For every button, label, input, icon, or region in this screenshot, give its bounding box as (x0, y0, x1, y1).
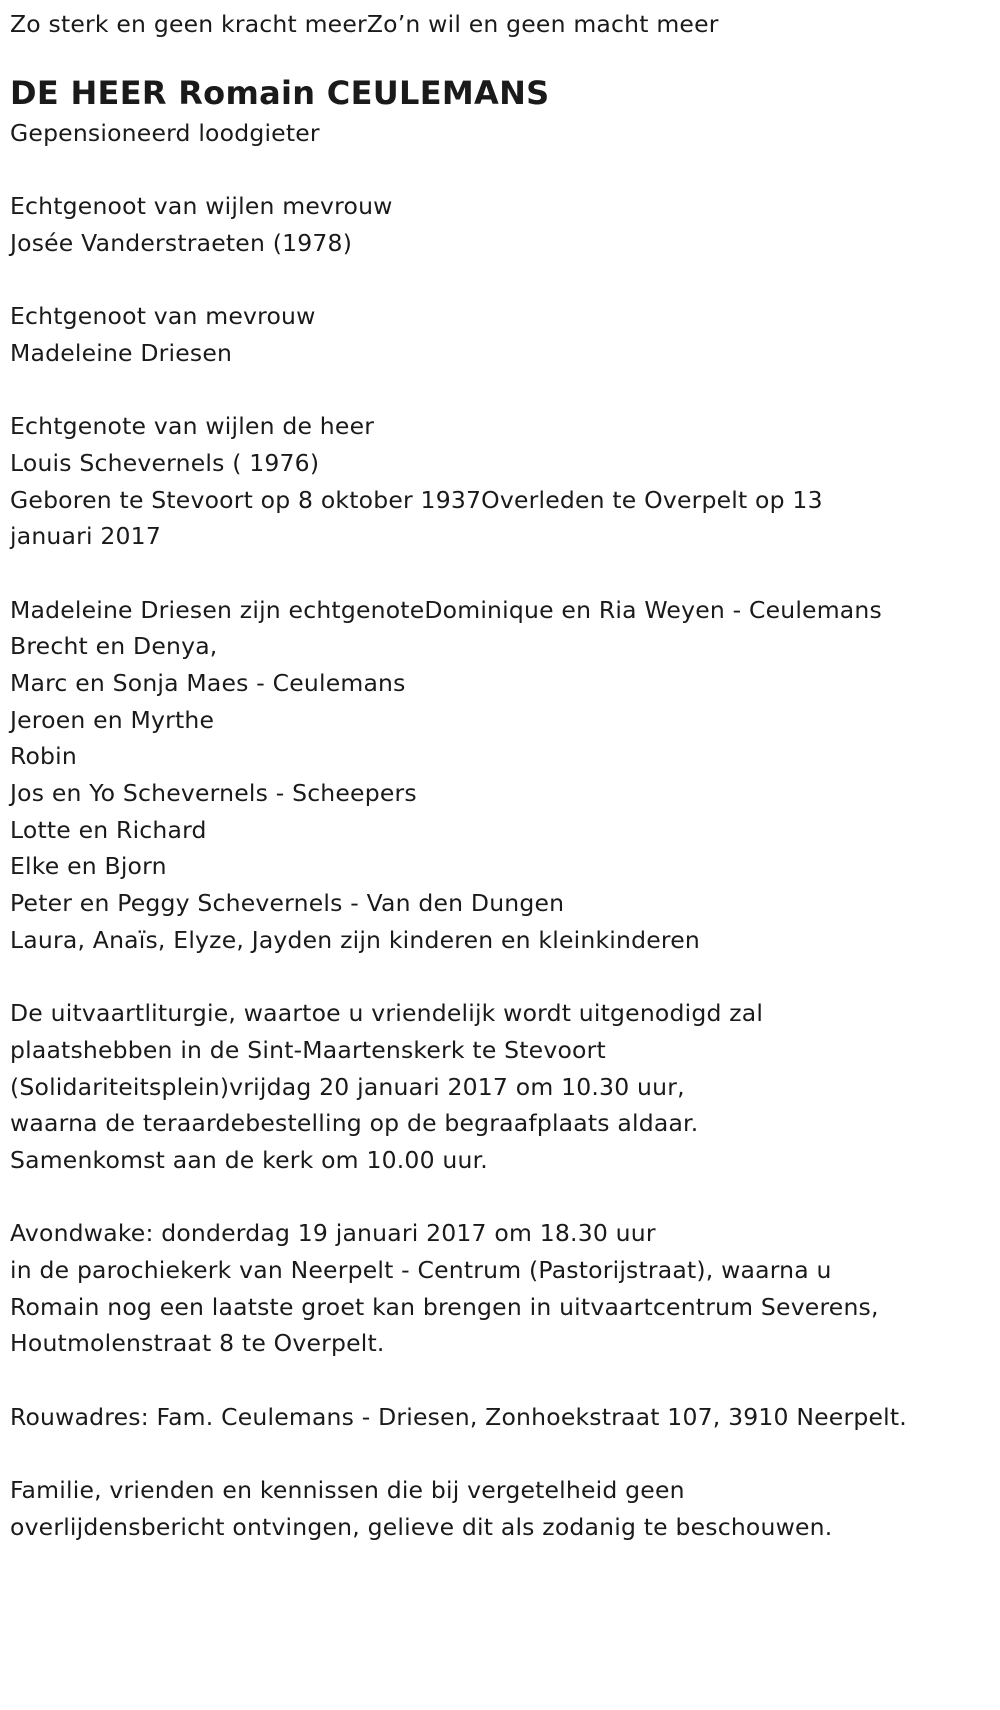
spouse1-line2: Josée Vanderstraeten (1978) (10, 228, 353, 257)
motto: Zo sterk en geen kracht meerZo’n wil en geen macht meer (10, 10, 719, 38)
family-line: Elke en Bjorn (10, 852, 167, 881)
spouse1-line1: Echtgenoot van wijlen mevrouw (10, 192, 393, 221)
family-line: Marc en Sonja Maes - Ceulemans (10, 669, 406, 697)
spouse3-line1: Echtgenote van wijlen de heer (10, 412, 375, 441)
wake-line: Avondwake: donderdag 19 januari 2017 om 18.30 uur (10, 1219, 656, 1248)
mourning-address: Rouwadres: Fam. Ceulemans - Driesen, Zonhoekstraat 107, 3910 Neerpelt. (10, 1402, 907, 1431)
funeral-line: Samenkomst aan de kerk om 10.00 uur. (10, 1145, 488, 1174)
spacer (10, 1362, 990, 1399)
profession: Gepensioneerd loodgieter (10, 118, 320, 147)
spacer (10, 555, 990, 592)
family-line: Jeroen en Myrthe (10, 705, 215, 734)
family-line: Laura, Anaïs, Elyze, Jayden zijn kinderen en kleinkinderen (10, 925, 700, 954)
family-line: Jos en Yo Schevernels - Scheepers (10, 779, 417, 808)
family-line: Madeleine Driesen zijn echtgenoteDominique en Ria Weyen - Ceulemans (10, 595, 882, 624)
funeral-line: plaatshebben in de Sint-Maartenskerk te Stevoort (10, 1035, 606, 1064)
spacer (10, 372, 990, 409)
spouse2-line2: Madeleine Driesen (10, 338, 233, 367)
spouse3-line2: Louis Schevernels ( 1976) (10, 448, 320, 477)
closing-line: overlijdensbericht ontvingen, gelieve dit als zodanig te beschouwen. (10, 1512, 833, 1541)
spacer (10, 151, 990, 188)
wake-line: Houtmolenstraat 8 te Overpelt. (10, 1329, 385, 1358)
birth-death-line: Geboren te Stevoort op 8 oktober 1937Overleden te Overpelt op 13 (10, 485, 823, 514)
spacer (10, 1179, 990, 1216)
family-line: Brecht en Denya, (10, 632, 218, 661)
family-line: Peter en Peggy Schevernels - Van den Dungen (10, 889, 565, 918)
spacer (10, 1435, 990, 1472)
wake-line: Romain nog een laatste groet kan brengen in uitvaartcentrum Severens, (10, 1292, 879, 1321)
wake-line: in de parochiekerk van Neerpelt - Centrum (Pastorijstraat), waarna u (10, 1256, 832, 1284)
birth-death-line-cont: januari 2017 (10, 522, 161, 551)
deceased-name: DE HEER Romain CEULEMANS (10, 73, 550, 112)
funeral-line: waarna de teraardebestelling op de begraafplaats aldaar. (10, 1109, 699, 1138)
funeral-line: De uitvaartliturgie, waartoe u vriendelijk wordt uitgenodigd zal (10, 999, 764, 1028)
family-line: Lotte en Richard (10, 815, 207, 844)
closing-line: Familie, vrienden en kennissen die bij vergetelheid geen (10, 1476, 685, 1505)
family-line: Robin (10, 742, 77, 771)
spouse2-line1: Echtgenoot van mevrouw (10, 302, 316, 331)
funeral-line: (Solidariteitsplein)vrijdag 20 januari 2017 om 10.30 uur, (10, 1072, 685, 1101)
spacer (10, 959, 990, 996)
spacer (10, 261, 990, 298)
